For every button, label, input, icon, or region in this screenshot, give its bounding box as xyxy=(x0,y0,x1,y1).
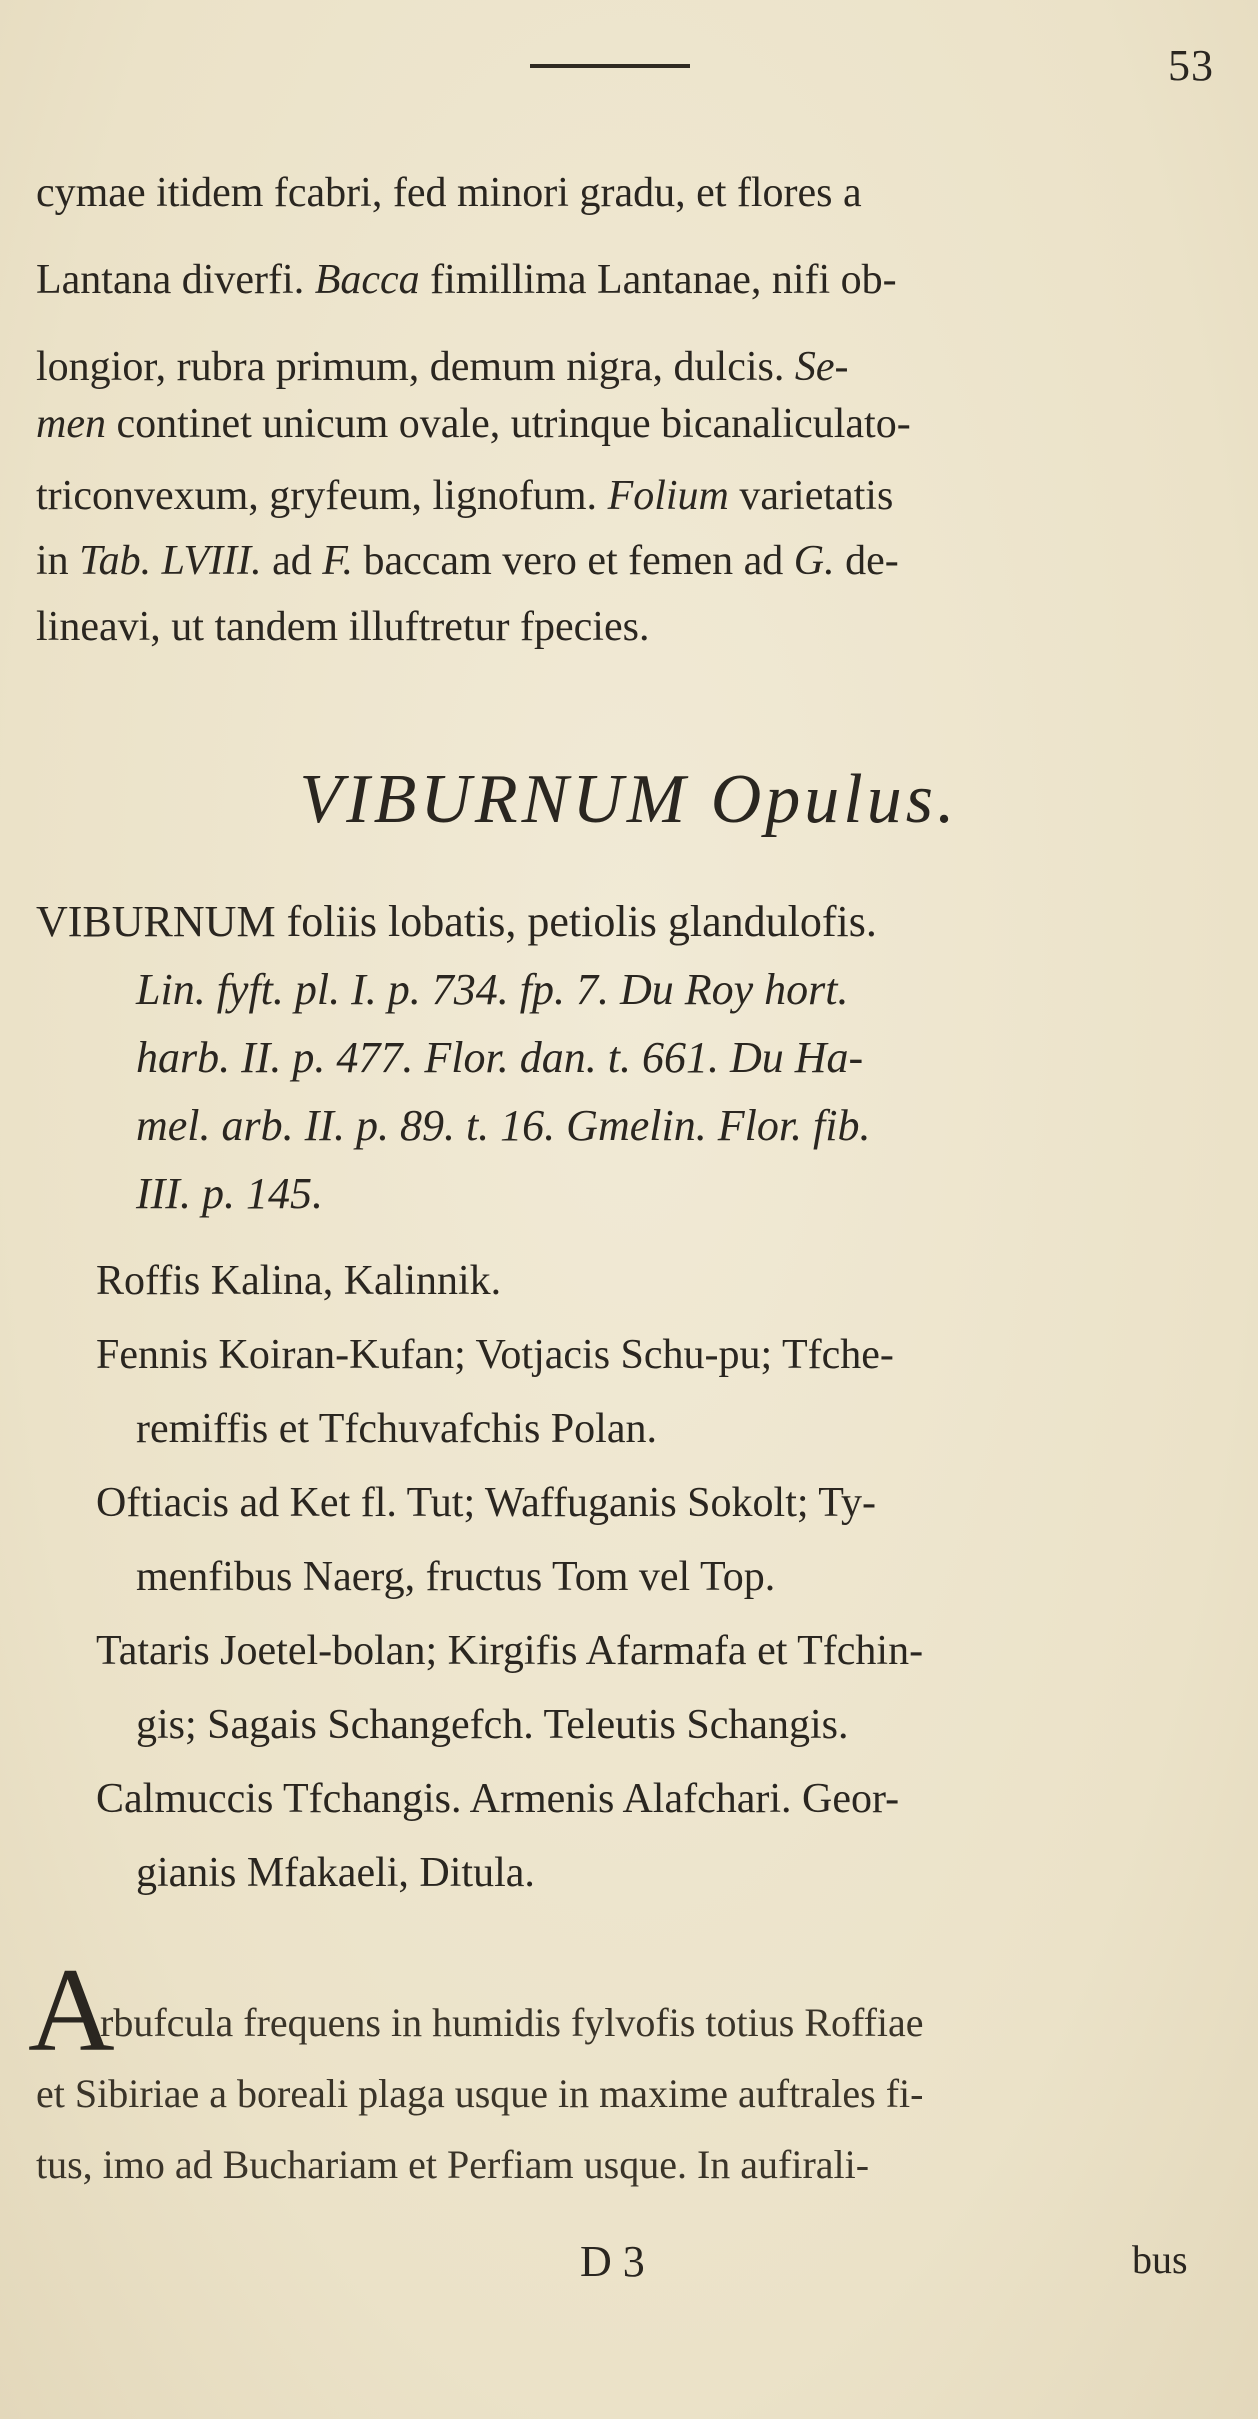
text-run: cymae itidem fcabri, fed minori gradu, et flores a xyxy=(36,170,862,216)
signature-mark: D 3 xyxy=(580,2237,645,2286)
body-line-2: et Sibiriae a boreali plaga usque in maxime auftrales fi- xyxy=(36,2071,924,2116)
synonymy-line-2: Lin. fyft. pl. I. p. 734. fp. 7. Du Roy hort. xyxy=(136,965,849,1014)
synonymy-line-3: harb. II. p. 477. Flor. dan. t. 661. Du Ha- xyxy=(136,1033,864,1082)
synonymy-line-1: VIBURNUM foliis lobatis, petiolis glandulofis. xyxy=(36,897,877,946)
vernacular-line-5: menfibus Naerg, fructus Tom vel Top. xyxy=(136,1554,776,1600)
drop-cap: A xyxy=(28,1943,115,2076)
italic-run: F. xyxy=(322,538,353,584)
italic-run: Bacca xyxy=(314,257,420,303)
text-run: baccam vero et femen ad xyxy=(353,538,794,584)
intro-line-5 xyxy=(36,475,893,517)
italic-run: Tab. LVIII. xyxy=(79,538,262,584)
species-title: VIBURNUM Opulus. xyxy=(299,761,959,838)
body-line-3: tus, imo ad Buchariam et Perfiam usque. In aufirali- xyxy=(36,2142,870,2187)
text-run: longior, rubra primum, demum nigra, dulcis. xyxy=(36,344,795,390)
text-run: varietatis xyxy=(728,473,894,519)
vernacular-line-8: Calmuccis Tfchangis. Armenis Alafchari. Geor- xyxy=(96,1776,900,1822)
italic-run: Folium xyxy=(607,473,729,519)
text-run: de- xyxy=(834,538,899,584)
body-line-1: rbufcula frequens in humidis fylvofis totius Roffiae xyxy=(100,2000,924,2045)
intro-line-1 xyxy=(36,172,862,214)
text-run: in xyxy=(36,538,80,584)
synonymy-line-5: III. p. 145. xyxy=(136,1169,323,1218)
header-rule xyxy=(530,64,690,68)
text-run: ad xyxy=(261,538,323,584)
synonymy-line-4: mel. arb. II. p. 89. t. 16. Gmelin. Flor. fib. xyxy=(136,1101,871,1150)
catchword: bus xyxy=(1132,2237,1188,2282)
text-run: lineavi, ut tandem illuftretur fpecies. xyxy=(36,604,650,650)
text-run: Lantana diverfi. xyxy=(36,257,315,303)
italic-run: men xyxy=(36,401,106,447)
italic-run: Se- xyxy=(794,344,849,390)
vernacular-line-4: Oftiacis ad Ket fl. Tut; Waffuganis Sokolt; Ty- xyxy=(96,1480,876,1526)
vernacular-line-3: remiffis et Tfchuvafchis Polan. xyxy=(136,1406,657,1452)
intro-line-4 xyxy=(36,403,911,445)
text-run: fimillima Lantanae, nifi ob- xyxy=(419,257,897,303)
intro-line-3 xyxy=(36,346,849,388)
text-run: continet unicum ovale, utrinque bicanaliculato- xyxy=(105,401,911,447)
vernacular-line-1: Roffis Kalina, Kalinnik. xyxy=(96,1258,502,1304)
vernacular-line-9: gianis Mfakaeli, Ditula. xyxy=(136,1850,535,1896)
intro-line-2 xyxy=(36,259,897,301)
vernacular-line-6: Tataris Joetel-bolan; Kirgifis Afarmafa et Tfchin- xyxy=(96,1628,924,1674)
italic-run: G. xyxy=(793,538,835,584)
page-number: 53 xyxy=(1168,41,1214,90)
intro-line-7 xyxy=(36,606,649,648)
vernacular-line-7: gis; Sagais Schangefch. Teleutis Schangis. xyxy=(136,1702,849,1748)
intro-line-6 xyxy=(36,540,899,582)
vernacular-line-2: Fennis Koiran-Kufan; Votjacis Schu-pu; Tfche- xyxy=(96,1332,894,1378)
text-run: triconvexum, gryfeum, lignofum. xyxy=(36,473,608,519)
